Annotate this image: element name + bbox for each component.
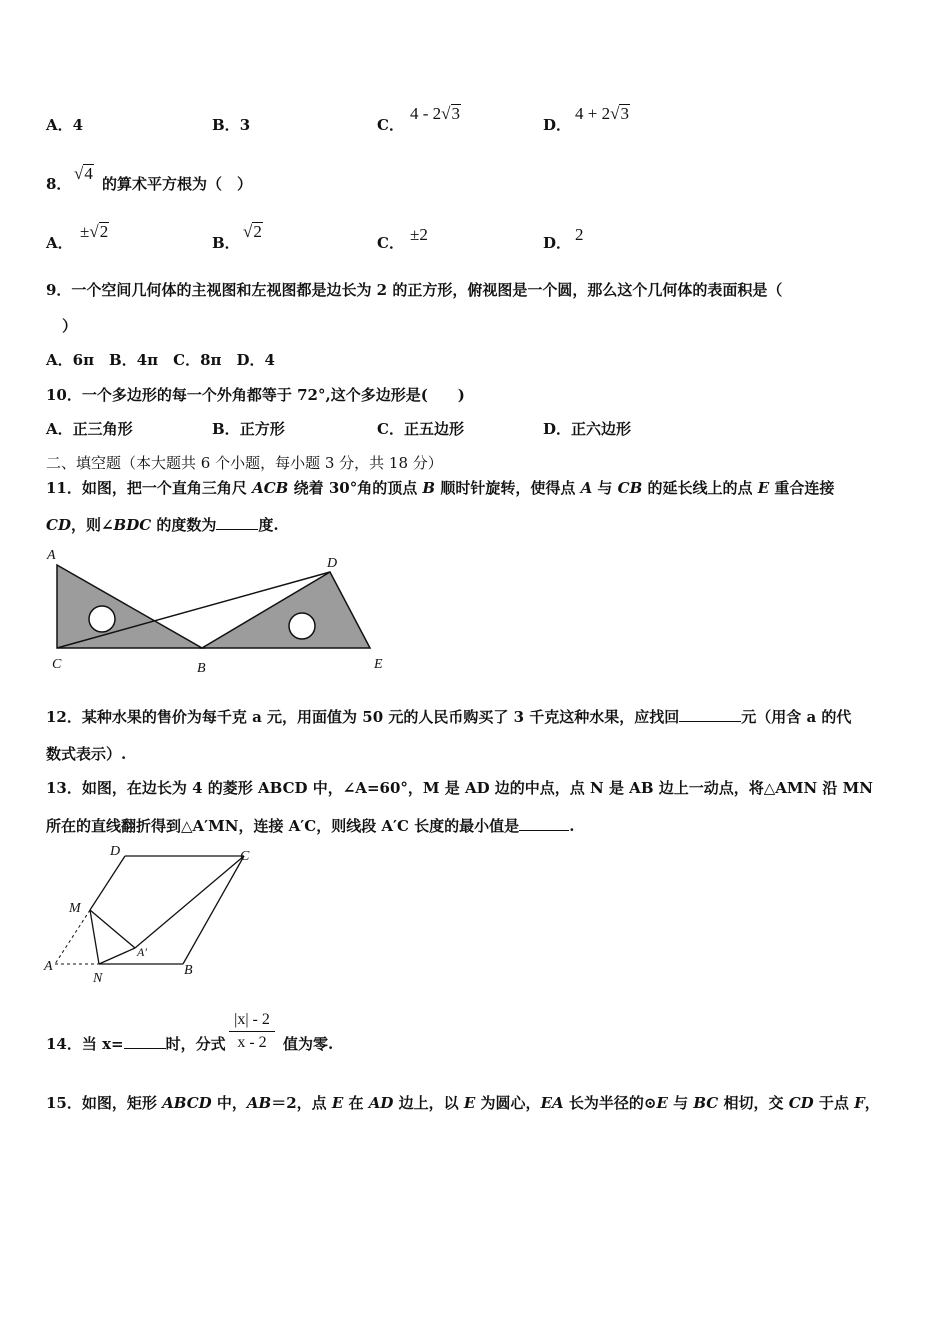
text: 相切，交 [718, 1094, 789, 1112]
sqrt-sign: √2 [89, 222, 109, 241]
text: ， [864, 1094, 880, 1112]
text: 11．如图，把一个直角三角尺 [46, 479, 253, 497]
q8-option-c-expression: ±2 [410, 225, 428, 244]
expr-prefix: ± [80, 222, 90, 241]
q14-stem [46, 1034, 226, 1054]
q8-option-a-expression [80, 222, 109, 242]
label-c: C [52, 657, 62, 672]
label-a: A [44, 959, 53, 974]
text: 重合连接 [769, 479, 835, 497]
text: 元（用含 a 的代 [741, 708, 852, 726]
option-label: D． [543, 234, 572, 252]
label-m: M [69, 901, 81, 916]
option-label: A． [46, 234, 73, 252]
q7-option-c-expression [410, 104, 461, 124]
q8-option-a[interactable] [46, 233, 73, 253]
math-var: A [580, 479, 593, 497]
q7-option-c[interactable] [377, 115, 404, 135]
math-var: BC [693, 1094, 719, 1112]
q13-figure [40, 840, 270, 990]
segment-ma2 [90, 910, 135, 948]
math-var: CB [617, 479, 643, 497]
math-var: EA [540, 1094, 564, 1112]
q11-figure [40, 540, 400, 680]
q9-stem-line1: 9．一个空间几何体的主视图和左视图都是边长为 2 的正方形，俯视图是一个圆，那么这个几何体的表面积是（ [46, 281, 783, 299]
radicand: 4 [84, 164, 93, 183]
option-label: C． [377, 420, 404, 438]
label-b: B [197, 661, 206, 676]
answer-blank[interactable] [679, 707, 741, 722]
label-d: D [327, 556, 338, 571]
label-d: D [110, 844, 121, 859]
section-heading: 二、填空题（本大题共 6 个小题，每小题 3 分，共 18 分） [46, 454, 443, 472]
text: 的度数为 [151, 516, 217, 534]
text: 的延长线上的点 [642, 479, 758, 497]
expr-prefix: 4 - 2 [410, 104, 442, 123]
text: 长为半径的⊙ [563, 1094, 657, 1112]
option-value: 正方形 [239, 420, 285, 438]
q7-option-a[interactable] [46, 115, 83, 135]
q8-option-b[interactable] [212, 233, 240, 253]
q8-option-b-expression [243, 222, 263, 242]
option-value: 正六边形 [571, 420, 632, 438]
q8-option-d-expression: 2 [575, 225, 584, 244]
math-var: E [463, 1094, 476, 1112]
text: 度. [258, 516, 279, 534]
text: 时，分式 [165, 1035, 226, 1053]
math-var: ACB [252, 479, 289, 497]
text: 于点 [813, 1094, 855, 1112]
q10-option-a[interactable] [46, 419, 133, 439]
text: 15．如图，矩形 [46, 1094, 163, 1112]
fraction-denominator: x - 2 [237, 1034, 267, 1051]
answer-blank[interactable] [519, 816, 569, 831]
answer-blank[interactable] [216, 515, 258, 530]
hole-right [289, 613, 315, 639]
text: . [569, 817, 575, 835]
text: ，则∠ [70, 516, 114, 534]
q13-stem-line2 [46, 816, 574, 836]
q7-option-b[interactable] [212, 115, 250, 135]
triangle-acb [57, 565, 202, 648]
q10-option-b[interactable] [212, 419, 285, 439]
triangle-dbe [202, 572, 370, 648]
segment-a2c [135, 856, 244, 948]
q14-fraction [229, 1010, 275, 1053]
option-label: C． [377, 234, 404, 252]
label-b: B [184, 963, 193, 978]
q10-option-d[interactable] [543, 419, 631, 439]
answer-blank[interactable] [124, 1034, 166, 1049]
text: 绕着 30°角的顶点 [288, 479, 423, 497]
math-var: E [757, 479, 770, 497]
option-label: A． [46, 420, 73, 438]
text: ＝2，点 [271, 1094, 332, 1112]
sqrt-sign: √4 [74, 164, 93, 183]
option-label: B． [212, 420, 240, 438]
option-value: 4 [72, 116, 84, 134]
math-var: ABCD [162, 1094, 212, 1112]
q7-option-d[interactable] [543, 115, 571, 135]
label-n: N [93, 971, 103, 986]
math-var: B [422, 479, 436, 497]
q14-stem-end: 值为零. [283, 1035, 334, 1053]
text: 中， [211, 1094, 247, 1112]
q10-stem: 10．一个多边形的每一个外角都等于 72°,这个多边形是( ) [46, 386, 465, 404]
label-a-prime: A′ [137, 945, 147, 959]
math-var: E [656, 1094, 668, 1112]
q12-stem-line2: 数式表示）. [46, 745, 127, 763]
sqrt-sign: √3 [610, 104, 629, 123]
label-e: E [374, 657, 383, 672]
q13-stem-line1: 13．如图，在边长为 4 的菱形 ABCD 中，∠A=60°，M 是 AD 边的中点，点 N 是 AB 边上一动点，将△AMN 沿 MN [46, 779, 873, 797]
math-var: CD [788, 1094, 814, 1112]
text: 边上，以 [393, 1094, 464, 1112]
option-value: 正三角形 [72, 420, 133, 438]
radicand: 3 [451, 104, 461, 123]
option-label: D． [543, 116, 572, 134]
label-c: C [240, 849, 250, 864]
text: 与 [667, 1094, 694, 1112]
q8-option-c[interactable] [377, 233, 404, 253]
segment-na2 [99, 948, 135, 964]
text: 为圆心， [475, 1094, 541, 1112]
option-label: D． [543, 420, 572, 438]
q8-stem-sqrt [74, 164, 94, 184]
q10-option-c[interactable] [377, 419, 464, 439]
option-value: 3 [239, 116, 251, 134]
side-cb [183, 856, 244, 964]
q8-stem-text: 的算术平方根为（ ） [102, 175, 253, 193]
option-value: 正五边形 [403, 420, 464, 438]
q15-stem-line1 [46, 1093, 880, 1113]
math-var: E [331, 1094, 344, 1112]
radicand: 2 [99, 222, 109, 241]
text: 顺时针旋转，使得点 [435, 479, 581, 497]
radicand: 3 [620, 104, 629, 123]
q8-number: 8． [46, 175, 72, 193]
expr-prefix: 4 + 2 [575, 104, 611, 123]
segment-mn [90, 910, 99, 964]
text: 12．某种水果的售价为每千克 a 元，用面值为 50 元的人民币购买了 3 千克这种水果，应找回 [46, 708, 680, 726]
q11-stem-line1 [46, 478, 834, 498]
math-var: BDC [113, 516, 152, 534]
option-label: C． [377, 116, 404, 134]
sqrt-sign: √2 [243, 222, 262, 241]
option-label: B． [212, 116, 240, 134]
q9-stem-line2: ） [62, 317, 78, 335]
dashed-ma [55, 910, 90, 964]
math-var: CD [46, 516, 71, 534]
text: 在 [343, 1094, 369, 1112]
fraction-bar [229, 1031, 275, 1032]
text: 所在的直线翻折得到△A′MN，连接 A′C，则线段 A′C 长度的最小值是 [46, 817, 520, 835]
text: 与 [592, 479, 618, 497]
option-label: B． [212, 234, 240, 252]
side-dm [90, 856, 125, 910]
sqrt-sign: √3 [441, 104, 461, 123]
hole-left [89, 606, 115, 632]
q7-option-d-expression [575, 104, 630, 124]
q9-options[interactable]: A．6π B．4π C．8π D．4 [46, 351, 275, 369]
text: 14．当 x= [46, 1035, 124, 1053]
q8-option-d[interactable] [543, 233, 571, 253]
math-var: AD [368, 1094, 394, 1112]
math-var: F [854, 1094, 865, 1112]
radicand: 2 [253, 222, 262, 241]
math-var: AB [246, 1094, 272, 1112]
option-label: A． [46, 116, 73, 134]
fraction-numerator: |x| - 2 [234, 1011, 270, 1028]
label-a: A [47, 548, 56, 563]
q11-stem-line2 [46, 515, 279, 535]
q12-stem-line1 [46, 707, 851, 727]
